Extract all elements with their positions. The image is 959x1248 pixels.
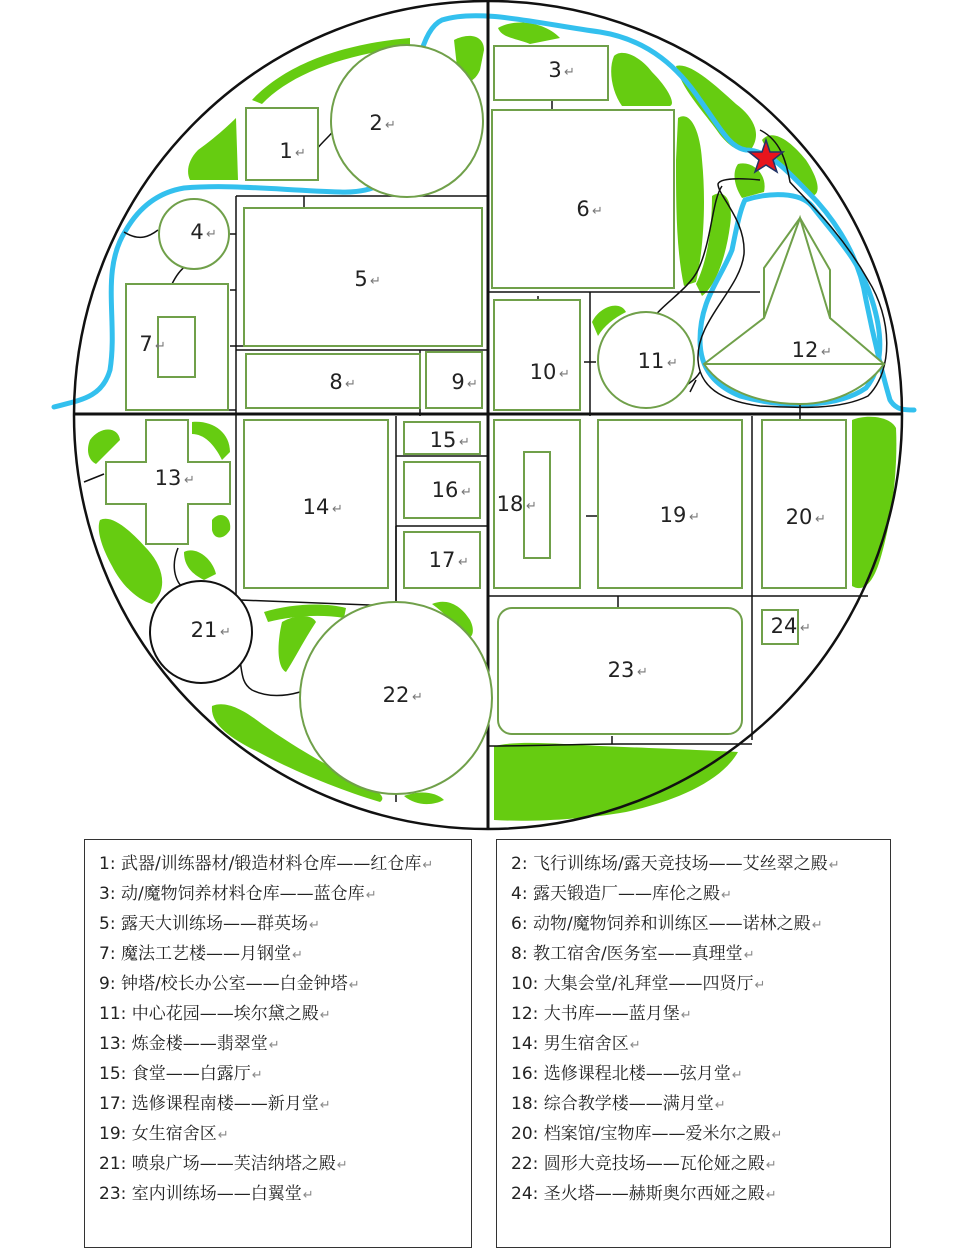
return-mark-icon: ↵ — [217, 1128, 229, 1143]
return-mark-icon: ↵ — [765, 1188, 777, 1203]
legend-item-text: 23: 室内训练场——白翼堂 — [99, 1184, 302, 1204]
building-label: 8 — [329, 370, 343, 394]
legend-item — [99, 880, 461, 910]
return-mark-icon: ↵ — [461, 485, 472, 500]
building-label: 22 — [382, 683, 410, 707]
return-mark-icon: ↵ — [526, 499, 537, 514]
return-mark-icon: ↵ — [811, 918, 823, 933]
return-mark-icon: ↵ — [291, 948, 303, 963]
building-label: 15 — [429, 428, 457, 452]
legend-item-text: 2: 飞行训练场/露天竞技场——艾丝翠之殿 — [511, 854, 828, 874]
building-label: 20 — [785, 505, 813, 529]
legend-item-text: 6: 动物/魔物饲养和训练区——诺林之殿 — [511, 914, 811, 934]
grass-patch — [184, 550, 216, 580]
legend-item-text: 18: 综合教学楼——满月堂 — [511, 1094, 714, 1114]
legend-item — [511, 1180, 880, 1210]
return-mark-icon: ↵ — [348, 978, 360, 993]
grass-patch — [88, 430, 120, 465]
legend-item — [99, 1090, 461, 1120]
building-label: 18 — [496, 492, 524, 516]
legend-item — [511, 880, 880, 910]
legend-item-text: 11: 中心花园——埃尔黛之殿 — [99, 1004, 319, 1024]
building-label: 14 — [302, 495, 330, 519]
return-mark-icon: ↵ — [637, 665, 648, 680]
return-mark-icon: ↵ — [815, 512, 826, 527]
legend-item — [511, 850, 880, 880]
return-mark-icon: ↵ — [345, 377, 356, 392]
return-mark-icon: ↵ — [771, 1128, 783, 1143]
return-mark-icon: ↵ — [412, 690, 423, 705]
legend-item — [511, 1090, 880, 1120]
legend-item — [511, 1000, 880, 1030]
legend-item-text: 14: 男生宿舍区 — [511, 1034, 629, 1054]
legend-item — [99, 1060, 461, 1090]
return-mark-icon: ↵ — [821, 345, 832, 360]
return-mark-icon: ↵ — [559, 367, 570, 382]
legend-left — [84, 839, 472, 1248]
legend-item — [511, 1030, 880, 1060]
legend-item-text: 17: 选修课程南楼——新月堂 — [99, 1094, 319, 1114]
legend-item-text: 9: 钟塔/校长办公室——白金钟塔 — [99, 974, 348, 994]
return-mark-icon: ↵ — [689, 510, 700, 525]
legend-item-text: 16: 选修课程北楼——弦月堂 — [511, 1064, 731, 1084]
legend-item — [99, 940, 461, 970]
legend-item-text: 19: 女生宿舍区 — [99, 1124, 217, 1144]
building-label: 12 — [791, 338, 819, 362]
return-mark-icon: ↵ — [720, 888, 732, 903]
return-mark-icon: ↵ — [754, 978, 766, 993]
legend-item — [511, 970, 880, 1000]
return-mark-icon: ↵ — [731, 1068, 743, 1083]
building-label: 6 — [576, 197, 590, 221]
return-mark-icon: ↵ — [332, 502, 343, 517]
return-mark-icon: ↵ — [308, 918, 320, 933]
legend-item-text: 1: 武器/训练器材/锻造材料仓库——红仓库 — [99, 854, 422, 874]
legend-item-text: 7: 魔法工艺楼——月钢堂 — [99, 944, 291, 964]
legend-item — [99, 1120, 461, 1150]
building-label: 21 — [190, 618, 218, 642]
building-label: 9 — [451, 370, 465, 394]
building-label: 17 — [428, 548, 456, 572]
grass-patch — [212, 515, 230, 537]
return-mark-icon: ↵ — [206, 227, 217, 242]
building-label: 3 — [548, 58, 562, 82]
legend-item — [99, 910, 461, 940]
legend-item — [511, 1120, 880, 1150]
legend-item-text: 8: 教工宿舍/医务室——真理堂 — [511, 944, 743, 964]
building-label: 23 — [607, 658, 635, 682]
legend-item — [511, 940, 880, 970]
legend-item — [511, 1150, 880, 1180]
return-mark-icon: ↵ — [828, 858, 840, 873]
return-mark-icon: ↵ — [370, 274, 381, 289]
legend-item — [99, 850, 461, 880]
return-mark-icon: ↵ — [220, 625, 231, 640]
legend-item-text: 12: 大书库——蓝月堡 — [511, 1004, 680, 1024]
legend-item — [99, 1000, 461, 1030]
grass-patch — [404, 793, 444, 805]
return-mark-icon: ↵ — [459, 435, 470, 450]
legend-item-text: 5: 露天大训练场——群英场 — [99, 914, 308, 934]
return-mark-icon: ↵ — [184, 473, 195, 488]
legend-item-text: 21: 喷泉广场——芙洁纳塔之殿 — [99, 1154, 336, 1174]
return-mark-icon: ↵ — [564, 65, 575, 80]
return-mark-icon: ↵ — [800, 621, 811, 636]
legend-item-text: 15: 食堂——白露厅 — [99, 1064, 251, 1084]
building-label: 16 — [431, 478, 459, 502]
legend-item-text: 22: 圆形大竞技场——瓦伦娅之殿 — [511, 1154, 765, 1174]
building-label: 1 — [279, 139, 293, 163]
legend-item — [511, 910, 880, 940]
return-mark-icon: ↵ — [336, 1158, 348, 1173]
legend-item-text: 13: 炼金楼——翡翠堂 — [99, 1034, 268, 1054]
legend-item-text: 10: 大集会堂/礼拜堂——四贤厅 — [511, 974, 754, 994]
legend-item — [99, 1030, 461, 1060]
building-label: 19 — [659, 503, 687, 527]
return-mark-icon: ↵ — [251, 1068, 263, 1083]
legend-item — [511, 1060, 880, 1090]
return-mark-icon: ↵ — [714, 1098, 726, 1113]
return-mark-icon: ↵ — [592, 204, 603, 219]
building-label: 7 — [139, 332, 153, 356]
return-mark-icon: ↵ — [458, 555, 469, 570]
grass-patch — [192, 422, 230, 460]
return-mark-icon: ↵ — [319, 1098, 331, 1113]
legend-item — [99, 1150, 461, 1180]
return-mark-icon: ↵ — [268, 1038, 280, 1053]
building-label: 24 — [770, 614, 798, 638]
return-mark-icon: ↵ — [385, 118, 396, 133]
return-mark-icon: ↵ — [155, 339, 166, 354]
return-mark-icon: ↵ — [629, 1038, 641, 1053]
building-label: 2 — [369, 111, 383, 135]
building-20[interactable] — [762, 420, 846, 588]
legend-item-text: 4: 露天锻造厂——库伦之殿 — [511, 884, 720, 904]
building-label: 4 — [190, 220, 204, 244]
legend-item-text: 20: 档案馆/宝物库——爱米尔之殿 — [511, 1124, 771, 1144]
building-10[interactable] — [494, 300, 580, 410]
building-label: 13 — [154, 466, 182, 490]
building-label: 11 — [637, 349, 665, 373]
grass-patch — [188, 118, 238, 180]
legend-item — [99, 1180, 461, 1210]
return-mark-icon: ↵ — [743, 948, 755, 963]
return-mark-icon: ↵ — [467, 377, 478, 392]
building-label: 10 — [529, 360, 557, 384]
return-mark-icon: ↵ — [302, 1188, 314, 1203]
return-mark-icon: ↵ — [295, 146, 306, 161]
legend-item — [99, 970, 461, 1000]
grass-patch — [676, 116, 704, 286]
legend-right — [496, 839, 891, 1248]
return-mark-icon: ↵ — [765, 1158, 777, 1173]
return-mark-icon: ↵ — [667, 356, 678, 371]
return-mark-icon: ↵ — [422, 858, 434, 873]
building-2[interactable] — [331, 45, 483, 197]
building-label: 5 — [354, 267, 368, 291]
legend-item-text: 24: 圣火塔——赫斯奥尔西娅之殿 — [511, 1184, 765, 1204]
legend-item-text: 3: 动/魔物饲养材料仓库——蓝仓库 — [99, 884, 365, 904]
return-mark-icon: ↵ — [680, 1008, 692, 1023]
return-mark-icon: ↵ — [319, 1008, 331, 1023]
return-mark-icon: ↵ — [365, 888, 377, 903]
